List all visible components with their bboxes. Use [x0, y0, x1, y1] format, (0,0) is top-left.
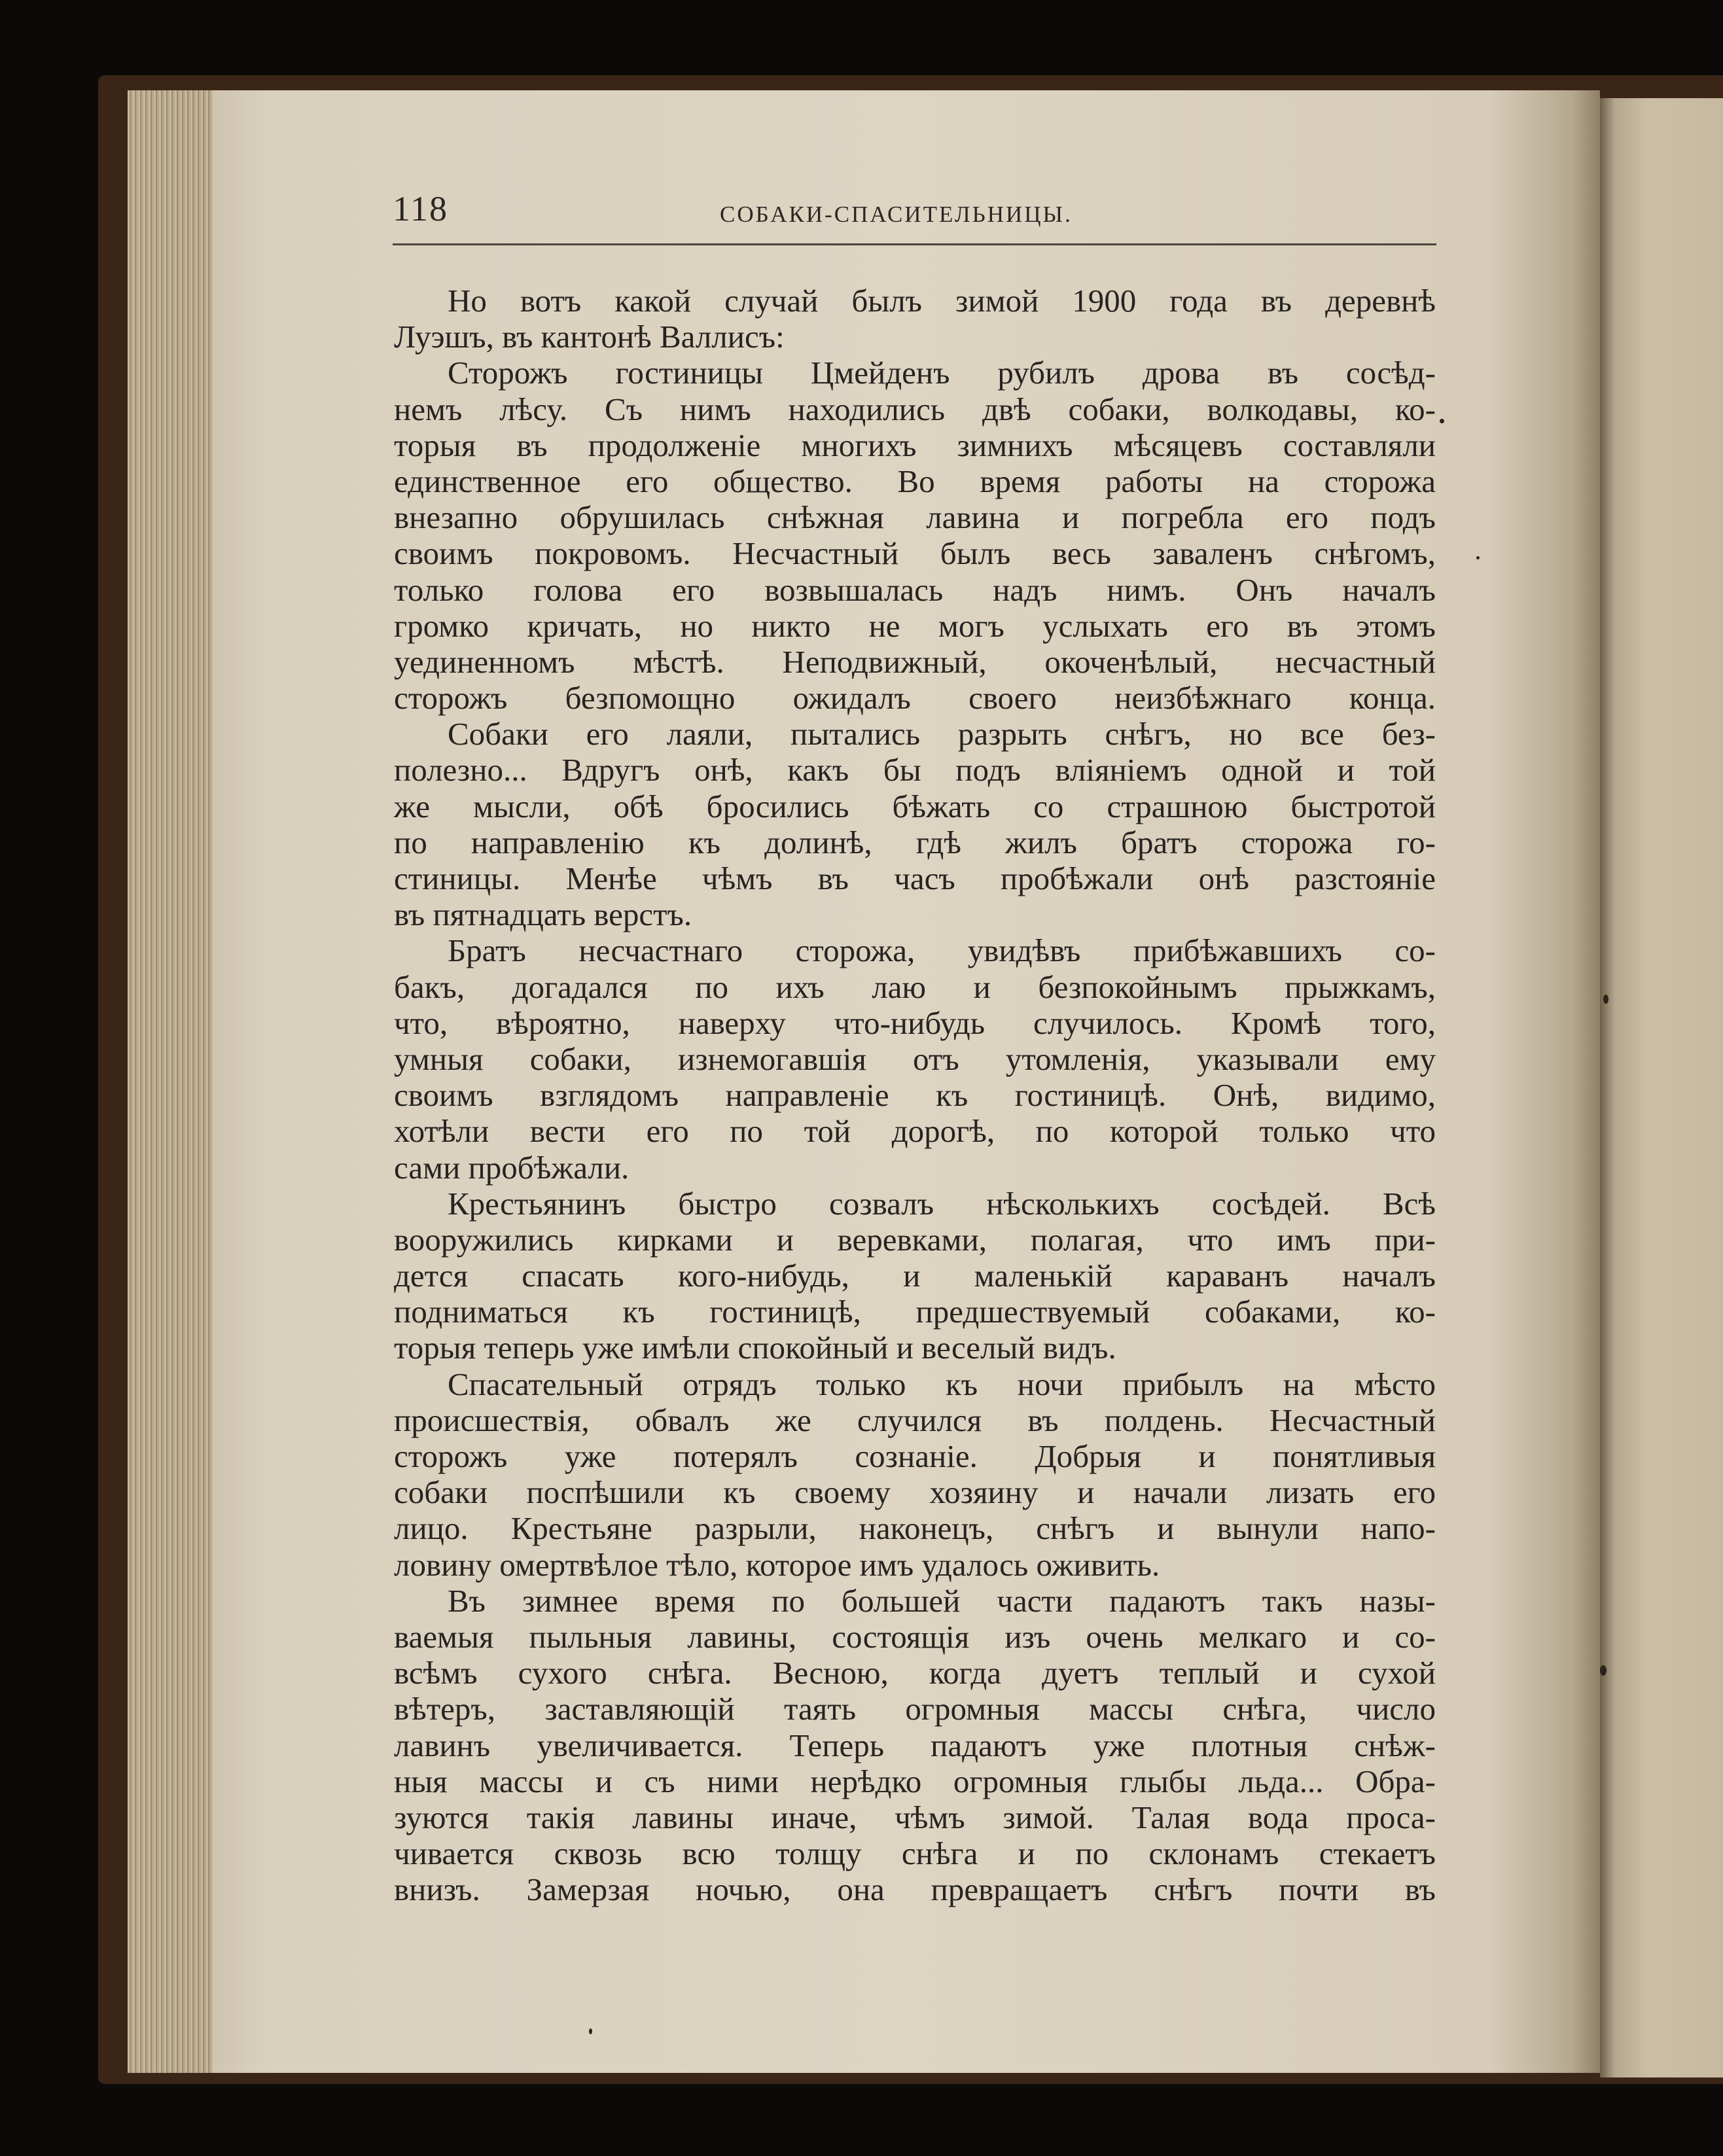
text-line: Въ зимнее время по большей части падаютъ такъ назы-: [448, 1582, 1436, 1619]
body-text: [394, 283, 1436, 1907]
text-line: Братъ несчастнаго сторожа, увидѣвъ прибѣжавшихъ со-: [448, 932, 1436, 969]
text-line: бакъ, догадался по ихъ лаю и безпокойнымъ прыжкамъ,: [394, 968, 1436, 1005]
text-line: только голова его возвышалась надъ нимъ. Онъ началъ: [394, 571, 1436, 608]
text-line: сами пробѣжали.: [394, 1149, 630, 1186]
text-line: происшествія, обвалъ же случился въ полдень. Несчастный: [394, 1402, 1436, 1438]
text-line: ваемыя пыльныя лавины, состоящія изъ очень мелкаго и со-: [394, 1618, 1436, 1655]
text-line: вооружились кирками и веревками, полагая, что имъ при-: [394, 1221, 1436, 1258]
page-edges: [128, 90, 219, 2073]
text-line: собаки поспѣшили къ своему хозяину и начали лизать его: [394, 1474, 1436, 1511]
text-line: торыя въ продолженіе многихъ зимнихъ мѣсяцевъ составляли: [394, 427, 1436, 463]
text-line: внезапно обрушилась снѣжная лавина и погребла его подъ: [394, 499, 1436, 536]
page-number: 118: [393, 189, 448, 228]
text-line: хотѣли вести его по той дорогѣ, по которой только что: [394, 1113, 1436, 1150]
text-line: всѣмъ сухого снѣга. Весною, когда дуетъ теплый и сухой: [394, 1655, 1436, 1691]
text-line: немъ лѣсу. Съ нимъ находились двѣ собаки, волкодавы, ко-: [394, 391, 1436, 427]
text-line: чивается сквозь всю толщу снѣга и по склонамъ стекаетъ: [394, 1835, 1436, 1872]
text-line: торыя теперь уже имѣли спокойный и веселый видъ.: [394, 1330, 1116, 1366]
running-head: [393, 188, 1440, 241]
text-line: Крестьянинъ быстро созвалъ нѣсколькихъ сосѣдей. Всѣ: [448, 1185, 1436, 1222]
text-line: въ пятнадцать верстъ.: [394, 896, 692, 933]
text-line: единственное его общество. Во время работы на сторожа: [394, 463, 1436, 499]
text-line: стиницы. Менѣе чѣмъ въ часъ пробѣжали онѣ разстояніе: [394, 860, 1436, 896]
text-line: уединенномъ мѣстѣ. Неподвижный, окоченѣлый, несчастный: [394, 643, 1436, 680]
text-line: лицо. Крестьяне разрыли, наконецъ, снѣгъ и вынули напо-: [394, 1510, 1436, 1547]
text-line: ныя массы и съ ними нерѣдко огромныя глыбы льда... Обра-: [394, 1763, 1436, 1799]
text-line: своимъ покровомъ. Несчастный былъ весь заваленъ снѣгомъ,: [394, 535, 1436, 572]
facing-page: [1600, 98, 1723, 2077]
text-line: же мысли, обѣ бросились бѣжать со страшною быстротой: [394, 788, 1436, 824]
text-line: Спасательный отрядъ только къ ночи прибылъ на мѣсто: [448, 1366, 1436, 1402]
text-line: по направленію къ долинѣ, гдѣ жилъ братъ сторожа го-: [394, 824, 1436, 860]
text-line: громко кричать, но никто не могъ услыхать его въ этомъ: [394, 607, 1436, 644]
text-line: внизъ. Замерзая ночью, она превращаетъ снѣгъ почти въ: [394, 1871, 1436, 1908]
text-line: Луэшъ, въ кантонѣ Валлисъ:: [394, 319, 785, 355]
page-title: СОБАКИ-СПАСИТЕЛЬНИЦЫ.: [720, 202, 1073, 227]
text-line: сторожъ уже потерялъ сознаніе. Добрыя и понятливыя: [394, 1438, 1436, 1474]
text-line: лавинъ увеличивается. Теперь падаютъ уже плотныя снѣж-: [394, 1727, 1436, 1763]
text-line: вѣтеръ, заставляющій таять огромныя массы снѣга, число: [394, 1691, 1436, 1727]
text-line: своимъ взглядомъ направленіе къ гостиницѣ. Онѣ, видимо,: [394, 1077, 1436, 1114]
header-rule: [393, 243, 1436, 245]
text-line: сторожъ безпомощно ожидалъ своего неизбѣжнаго конца.: [394, 680, 1436, 716]
text-line: умныя собаки, изнемогавшія отъ утомленія, указывали ему: [394, 1040, 1436, 1077]
text-line: Собаки его лаяли, пытались разрыть снѣгъ, но все без-: [448, 716, 1436, 752]
text-line: Сторожъ гостиницы Цмейденъ рубилъ дрова въ сосѣд-: [448, 355, 1436, 391]
text-line: что, вѣроятно, наверху что-нибудь случилось. Кромѣ того,: [394, 1004, 1436, 1041]
text-line: дется спасать кого-нибудь, и маленькій караванъ началъ: [394, 1258, 1436, 1294]
text-line: Но вотъ какой случай былъ зимой 1900 года въ деревнѣ: [448, 283, 1436, 319]
text-line: ловину омертвѣлое тѣло, которое имъ удалось оживить.: [394, 1546, 1160, 1583]
text-line: полезно... Вдругъ онѣ, какъ бы подъ вліяніемъ одной и той: [394, 752, 1436, 788]
text-line: зуются такія лавины иначе, чѣмъ зимой. Талая вода проса-: [394, 1799, 1436, 1835]
text-line: подниматься къ гостиницѣ, предшествуемый собаками, ко-: [394, 1294, 1436, 1330]
